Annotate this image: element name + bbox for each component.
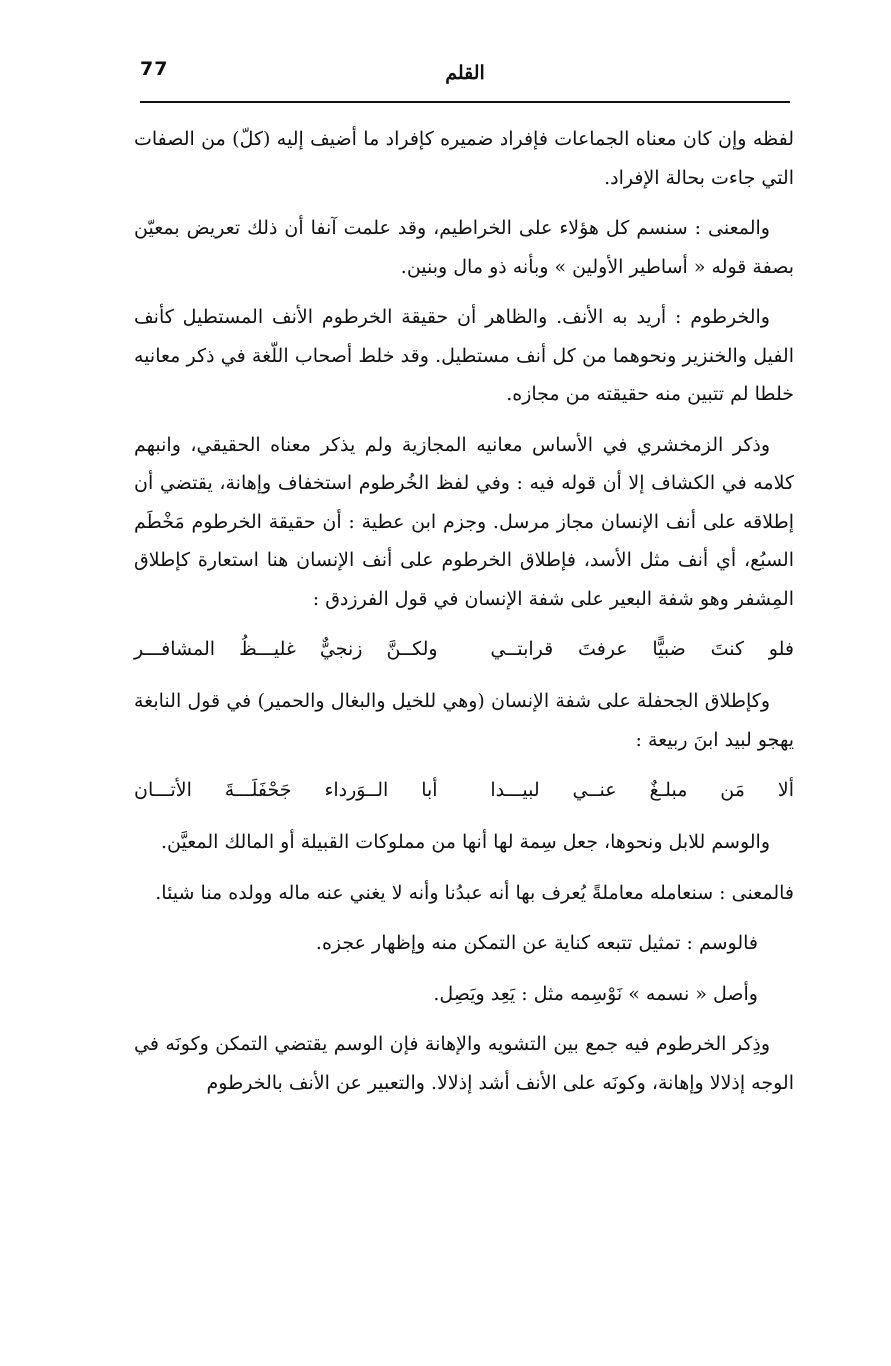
verse-second-hemistich: ولكــنَّ زنجيٌّ غليـــظُ المشافـــر [134, 638, 438, 660]
paragraph: والوسم للابل ونحوها، جعل سِمة لها أنها من مملوكات القبيلة أو المالك المعيَّن. [160, 831, 770, 853]
paragraph: والمعنى : سنسم كل هؤلاء على الخراطيم، وقد علمت آنفا أن ذلك تعريض بمعيّن بصفة قوله « أساطير الأولين » وبأنه ذو مال وبنين. [134, 217, 794, 278]
header-divider [140, 101, 790, 103]
body-text [134, 120, 794, 1114]
poetry-verse [134, 771, 794, 809]
poetry-verse [134, 630, 794, 668]
paragraph: لفظه وإن كان معناه الجماعات فإفراد ضميره كإفراد ما أضيف إليه (كلّ) من الصفات التي جاءت بحالة الإفراد. [134, 128, 794, 189]
paragraph: فالمعنى : سنعامله معاملةً يُعرف بها أنه عبدُنا وأنه لا يغني عنه ماله وولده منا شيئا. [155, 881, 794, 904]
page-number: 77 [140, 58, 169, 80]
page-header [140, 52, 790, 100]
verse-first-hemistich: ألا مَن مبلـغٌ عنــي لبيـــدا [490, 779, 794, 801]
paragraph: وكإطلاق الجحفلة على شفة الإنسان (وهي للخيل والبغال والحمير) في قول النابغة يهجو لبيد ابنَ ربيعة : [134, 690, 794, 751]
verse-second-hemistich: أبا الــوَرداء جَحْفَلَـــةَ الأتـــان [134, 779, 438, 801]
paragraph: وأصل « نسمه » نَوْسِمه مثل : يَعِد ويَصِل. [433, 982, 758, 1005]
paragraph: وذِكر الخرطوم فيه جمع بين التشويه والإهانة فإن الوسم يقتضي التمكن وكونَه في الوجه إذلالا وإهانة، وكونَه على الأنف أشد إذلالا. والتعبير عن الأنف بالخرطوم [134, 1033, 794, 1094]
paragraph: وذكر الزمخشري في الأساس معانيه المجازية ولم يذكر معناه الحقيقي، وانبهم كلامه في الكشاف إلا أن قوله فيه : وفي لفظ الخُرطوم استخفاف وإهانة، يقتضي أن إطلاقه على أنف الإنسان مجاز مرسل. وجزم ابن عطية : أن حقيقة الخرطوم مَخْطَم السبُع، أي أنف مثل الأسد، فإطلاق الخرطوم على أنف الإنسان هنا استعارة كإطلاق المِشفر وهو شفة البعير على شفة الإنسان في قول الفرزدق : [134, 433, 794, 610]
paragraph: فالوسم : تمثيل تتبعه كناية عن التمكن منه وإظهار عجزه. [315, 932, 758, 954]
verse-first-hemistich: فلو كنتَ ضبيًّا عرفتَ قرابتــي [490, 638, 794, 660]
paragraph: والخرطوم : أريد به الأنف. والظاهر أن حقيقة الخرطوم الأنف المستطيل كأنف الفيل والخنزير ونحوهما من كل أنف مستطيل. وقد خلط أصحاب اللّغة في ذكر معانيه خلطا لم تتبين منه حقيقته من مجازه. [134, 306, 794, 405]
running-title: القلم [445, 62, 485, 84]
